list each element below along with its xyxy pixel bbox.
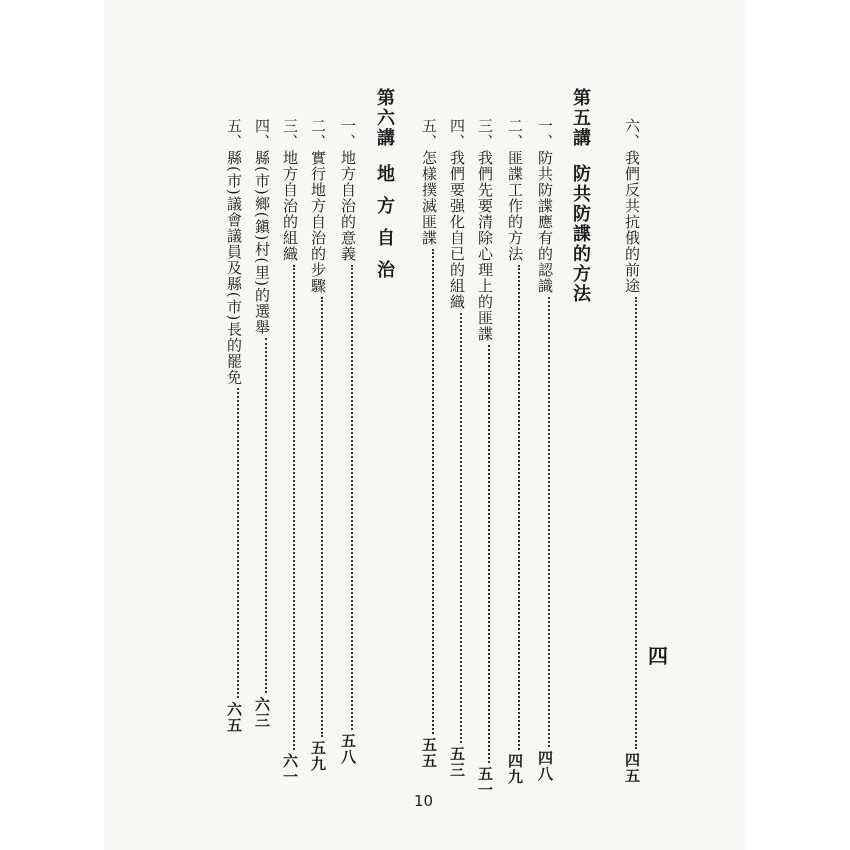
toc-entry-label: 五、縣(市)議會議員及縣(市)長的罷免 <box>225 118 243 386</box>
toc-entry-page: 四九 <box>506 753 524 785</box>
toc-entry-label: 三、我們先要清除心理上的匪諜 <box>476 118 494 342</box>
dot-leader <box>548 297 550 747</box>
toc-entry-label: 四、縣(市)鄉(鎭)村(里)的選舉 <box>253 118 271 336</box>
toc-entry-label: 六、我們反共抗俄的前途 <box>623 118 641 294</box>
toc-entry-page: 六一 <box>281 753 299 785</box>
toc-entry <box>338 118 358 765</box>
toc-entry <box>447 118 467 778</box>
toc-entry <box>622 118 642 784</box>
lecture-number: 第六講 <box>374 88 395 148</box>
toc-entry <box>224 118 244 733</box>
dot-leader <box>293 265 295 750</box>
toc-entry <box>252 118 272 728</box>
toc-entry-page: 五一 <box>476 766 494 798</box>
toc-entry <box>280 118 300 785</box>
toc-entry <box>308 118 328 772</box>
dot-leader <box>321 297 323 737</box>
lecture-name: 地方自治 <box>374 164 395 292</box>
dot-leader <box>432 249 434 734</box>
toc-entry-page: 四五 <box>623 752 641 784</box>
toc-entry-label: 一、地方自治的意義 <box>339 118 357 262</box>
dot-leader <box>635 297 637 749</box>
dot-leader <box>460 313 462 743</box>
toc-entry-label: 一、防共防諜應有的認識 <box>536 118 554 294</box>
toc-entry-label: 四、我們要强化自已的組織 <box>448 118 466 310</box>
page-folio: 10 <box>414 792 434 810</box>
margin-page-number: 四 <box>648 644 668 668</box>
toc-entry-label: 二、匪諜工作的方法 <box>506 118 524 262</box>
toc-entry-page: 四八 <box>536 750 554 782</box>
dot-leader <box>265 338 267 693</box>
dot-leader <box>488 345 490 763</box>
toc-entry <box>535 118 555 782</box>
toc-entry-page: 六五 <box>225 701 243 734</box>
dot-leader <box>518 265 520 750</box>
toc-entry-page: 五三 <box>448 746 466 778</box>
lecture-name: 防共防諜的方法 <box>570 164 591 304</box>
toc-entry-page: 六三 <box>253 696 271 729</box>
lecture-title <box>372 88 396 292</box>
toc-entry-label: 三、地方自治的組織 <box>281 118 299 262</box>
toc-entry-page: 五九 <box>309 740 327 772</box>
dot-leader <box>237 388 239 698</box>
toc-entry <box>475 118 495 798</box>
toc-entry <box>419 118 439 769</box>
toc-entry-page: 五八 <box>339 733 357 765</box>
dot-leader <box>351 265 353 730</box>
toc-entry-label: 五、怎樣撲滅匪諜 <box>420 118 438 246</box>
toc-entry-label: 二、實行地方自治的步驟 <box>309 118 327 294</box>
toc-entry <box>505 118 525 785</box>
lecture-title <box>568 88 592 304</box>
lecture-number: 第五講 <box>570 88 591 148</box>
toc-entry-page: 五五 <box>420 737 438 769</box>
